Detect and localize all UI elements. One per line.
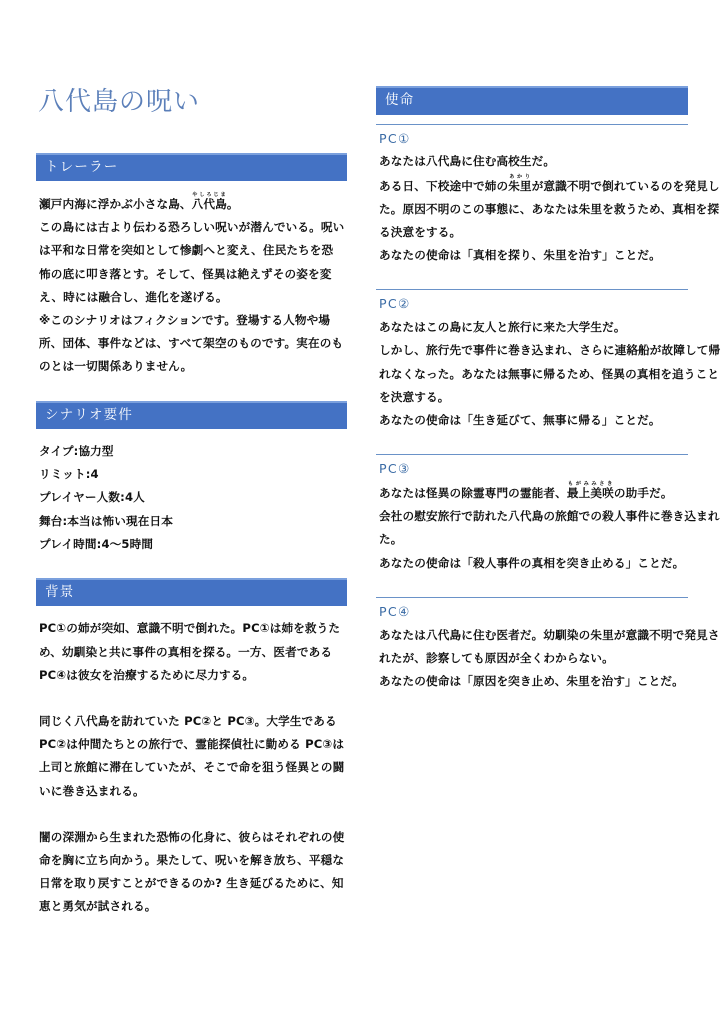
ruby-mogami-misaki: 最上美咲もがみみさき (566, 481, 614, 501)
left-column (0, 0, 347, 919)
pc-divider (376, 124, 688, 125)
pc-body (376, 481, 724, 575)
pc-mission-line: あなたの使命は「真相を探り、朱里を治す」ことだ。 (379, 248, 661, 263)
requirement-item: プレイヤー人数:4人 (39, 490, 145, 505)
background-paragraph: 闇の深淵から生まれた恐怖の化身に、彼らはそれぞれの使命を胸に立ち向かう。果たして、呪いを解き放ち、平穏な日常を取り戻すことができるのか? 生き延びるために、知恵と勇気が試される。 (39, 829, 345, 914)
pc-heading: PC③ (379, 461, 411, 477)
trailer-line-1: 瀬戸内海に浮かぶ小さな島、八代島やしろじま。 (39, 192, 239, 211)
requirement-item: リミット:4 (39, 467, 99, 482)
requirement-item: プレイ時間:4〜5時間 (39, 536, 154, 551)
pc-spacer (376, 432, 724, 445)
pc-body (376, 624, 724, 694)
background-paragraph: PC①の姉が突如、意識不明で倒れた。PC①は姉を救うため、幼馴染と共に事件の真相を探る。一方、医者であるPC④は彼女を治療するために尽力する。 (39, 621, 341, 682)
pc-body (376, 316, 724, 432)
pc-heading: PC② (379, 296, 411, 312)
trailer-line-2: この島には古より伝わる恐ろしい呪いが潜んでいる。呪いは平和な日常を突如として惨劇へと変え、住民たちを恐怖の底に叩き落とす。そして、怪異は絶えずその姿を変え、時には融合し、進化を遂げる。 (39, 220, 345, 304)
section-header-trailer: トレーラー (36, 153, 347, 182)
pc-block-4 (376, 588, 724, 693)
section-header-background: 背景 (36, 578, 347, 607)
section-header-requirements: シナリオ要件 (36, 401, 347, 430)
requirement-item: 舞台:本当は怖い現在日本 (39, 513, 173, 528)
trailer-body (36, 181, 347, 379)
pc-spacer (376, 267, 724, 280)
ruby-yashirojima: 八代島やしろじま (191, 192, 227, 211)
pc-line: 会社の慰安旅行で訪れた八代島の旅館での殺人事件に巻き込まれた。 (379, 509, 720, 547)
trailer-line-3: ※このシナリオはフィクションです。登場する人物や場所、団体、事件などは、すべて架空のものです。実在のものとは一切関係ありません。 (39, 312, 344, 374)
pc-divider (376, 597, 688, 598)
pc-body (376, 150, 724, 267)
pc-line: しかし、旅行先で事件に巻き込まれ、さらに連絡船が故障して帰れなくなった。あなたは無事に帰るため、怪異の真相を追うことを決意する。 (379, 343, 721, 404)
pc-heading: PC④ (379, 603, 411, 619)
pc-line: あなたはこの島に友人と旅行に来た大学生だ。 (379, 320, 626, 335)
requirements-body (36, 429, 347, 556)
pc-block-2 (376, 280, 724, 432)
pc-line: あなたは八代島に住む高校生だ。 (379, 154, 556, 169)
right-column (376, 0, 724, 693)
pc-spacer (376, 575, 724, 588)
section-header-mission: 使命 (376, 86, 688, 115)
page-title: 八代島の呪い (38, 87, 201, 117)
pc-block-3 (376, 445, 724, 575)
pc-line: あなたは八代島に住む医者だ。幼馴染の朱里が意識不明で発見されたが、診察しても原因が全くわからない。 (379, 627, 720, 665)
pc-block-1 (376, 115, 724, 268)
background-paragraph: 同じく八代島を訪れていた PC②と PC③。大学生であるPC②は仲間たちとの旅行で、霊能探偵社に勤める PC③は上司と旅館に滞在していたが、そこで命を狙う怪異との闘いに巻き込まれる。 (39, 714, 345, 798)
paragraph-spacer (39, 803, 345, 826)
pc-heading: PC① (379, 130, 411, 146)
background-body (36, 606, 347, 918)
ruby-akari: 朱里あかり (508, 173, 532, 193)
pc-mission-line: あなたの使命は「生き延びて、無事に帰る」ことだ。 (379, 412, 661, 427)
pc-line: あなたは怪異の除霊専門の霊能者、最上美咲もがみみさきの助手だ。 (379, 481, 673, 501)
pc-mission-line: あなたの使命は「原因を突き止め、朱里を治す」ことだ。 (379, 674, 684, 689)
paragraph-spacer (39, 687, 345, 710)
pc-line: ある日、下校途中で姉の朱里あかりが意識不明で倒れているのを発見した。原因不明のこの事態に、あなたは朱里を救うため、真相を探る決意をする。 (379, 173, 720, 239)
pc-divider (376, 454, 688, 455)
requirement-item: タイプ:協力型 (39, 444, 114, 458)
pc-divider (376, 289, 688, 290)
pc-mission-line: あなたの使命は「殺人事件の真相を突き止める」ことだ。 (379, 555, 685, 570)
